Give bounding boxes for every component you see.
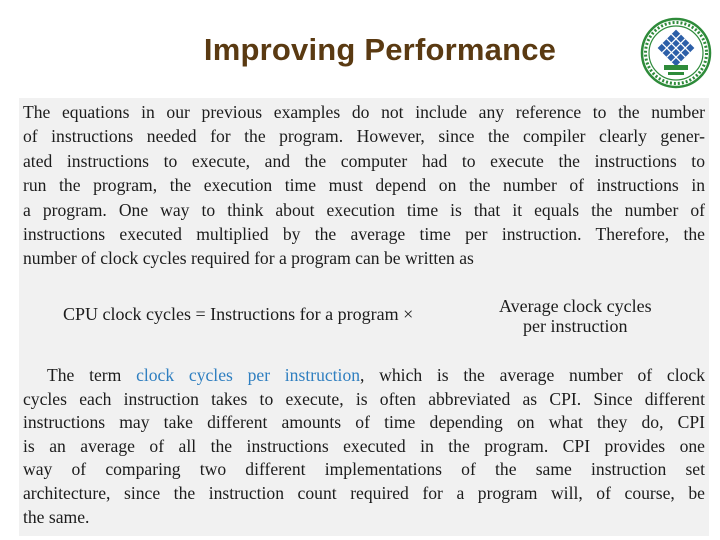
paragraph-line: the same. [23, 506, 90, 527]
equation-left-side: CPU clock cycles = Instructions for a program × [63, 304, 414, 324]
paragraph-line: way of comparing two different implementations of the same instruction set [23, 459, 705, 480]
paragraph-line: number of clock cycles required for a program can be written as [23, 248, 474, 269]
equation-numerator: Average clock cycles [499, 296, 652, 316]
paragraph-line: a program. One way to think about execution time is that it equals the number of [23, 199, 705, 220]
equation-denominator: per instruction [523, 316, 628, 336]
equation-fraction [499, 296, 652, 336]
paragraph-line: run the program, the execution time must depend on the number of instructions in [23, 175, 705, 196]
paragraph-line: of instructions needed for the program. However, since the compiler clearly gener- [23, 126, 705, 147]
paragraph-cpi-definition [23, 364, 705, 529]
paragraph-line: cycles each instruction takes to execute, is often abbreviated as CPI. Since different [23, 388, 705, 409]
slide-title: Improving Performance [203, 32, 557, 67]
paragraph-line: is an average of all the instructions executed in the program. CPI provides one [23, 435, 705, 456]
paragraph-line: The equations in our previous examples do not include any reference to the number [23, 102, 705, 122]
institute-logo-icon [640, 15, 712, 91]
paragraph-line: instructions may take different amounts of time depending on what they do, CPI [23, 412, 705, 433]
paragraph-line [23, 364, 705, 388]
textbook-excerpt [19, 98, 709, 536]
paragraph-line: architecture, since the instruction count required for a program will, of course, be [23, 482, 705, 503]
paragraph-line: ated instructions to execute, and the computer had to execute the instructions to [23, 150, 705, 171]
paragraph-line: instructions executed multiplied by the average time per instruction. Therefore, the [23, 224, 705, 245]
defined-term: clock cycles per instruction [136, 365, 361, 385]
cpu-clock-cycles-equation [63, 296, 683, 340]
paragraph-execution-time [23, 100, 705, 271]
paragraph-text: , which is the average number of clock [360, 365, 705, 385]
paragraph-text: The term [47, 365, 137, 385]
